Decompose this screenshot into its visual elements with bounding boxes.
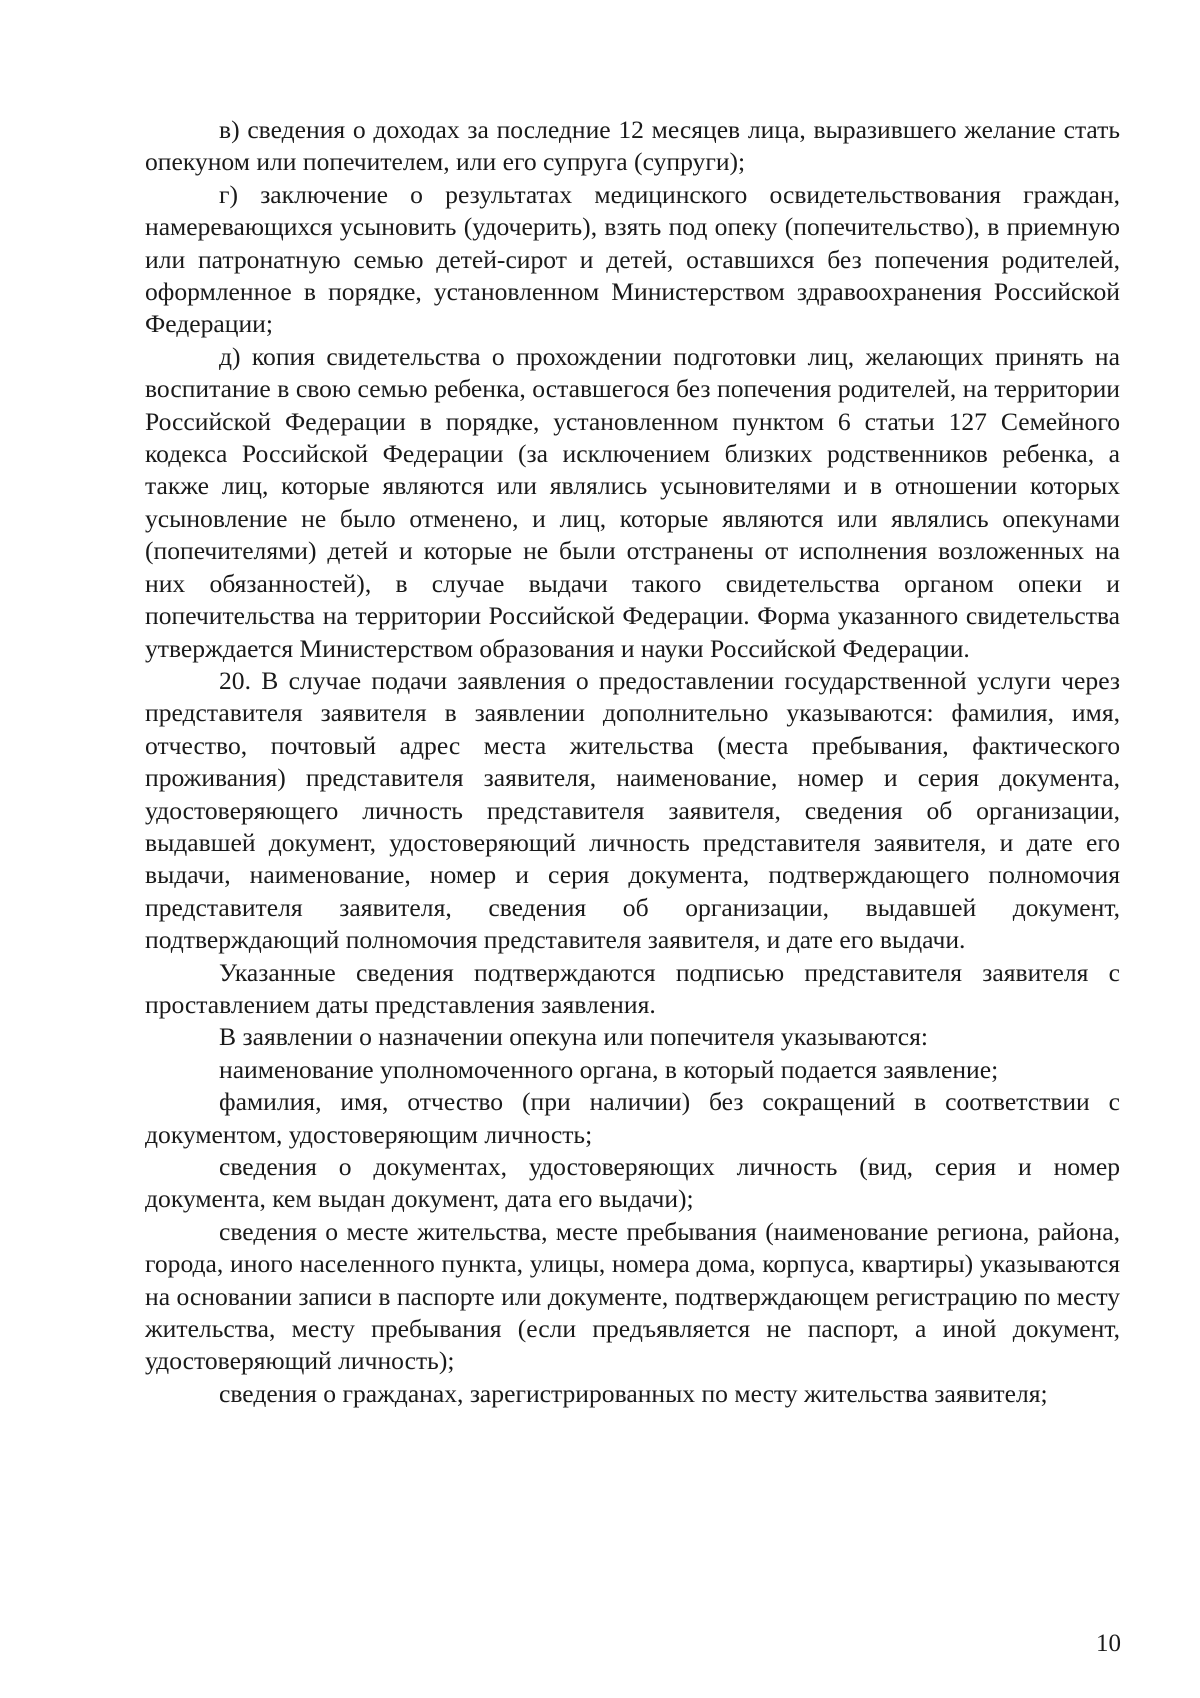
paragraph-registered-citizens: сведения о гражданах, зарегистрированных по месту жительства заявителя; xyxy=(219,1378,1048,1408)
paragraph-full-name: фамилия, имя, отчество (при наличии) без сокращений в соответствии с документом, удостоверяющим личность; xyxy=(145,1087,1120,1149)
paragraph-medical-conclusion: г) заключение о результатах медицинского освидетельствования граждан, намеревающихся усыновить (удочерить), взять под опеку (попечительство), в приемную или патронатную семью детей-сирот и детей, оставшихся без попечения родителей, оформленное в порядке, установленном Министерством здравоохранения Российской Федерации; xyxy=(145,179,1120,339)
paragraph-authority-name: наименование уполномоченного органа, в который подается заявление; xyxy=(219,1054,999,1084)
paragraph-application-contents-intro: В заявлении о назначении опекуна или попечителя указываются: xyxy=(219,1022,929,1052)
document-body xyxy=(145,114,1120,1410)
paragraph-signature-confirmation: Указанные сведения подтверждаются подписью представителя заявителя с проставлением даты представления заявления. xyxy=(145,957,1120,1019)
paragraph-place-of-residence: сведения о месте жительства, месте пребывания (наименование региона, района, города, иного населенного пункта, улицы, номера дома, корпуса, квартиры) указываются на основании записи в паспорте или документе, подтверждающем регистрацию по месту жительства, месту пребывания (если предъявляется не паспорт, а иной документ, удостоверяющий личность); xyxy=(145,1216,1120,1376)
page-number: 10 xyxy=(1096,1630,1121,1657)
paragraph-training-certificate: д) копия свидетельства о прохождении подготовки лиц, желающих принять на воспитание в свою семью ребенка, оставшегося без попечения родителей, на территории Российской Федерации в порядке, установленном пунктом 6 статьи 127 Семейного кодекса Российской Федерации (за исключением близких родственников ребенка, а также лиц, которые являются или являлись усыновителями и в отношении которых усыновление не было отменено, и лиц, которые являются или являлись опекунами (попечителями) детей и которые не были отстранены от исполнения возложенных на них обязанностей), в случае выдачи такого свидетельства органом опеки и попечительства на территории Российской Федерации. Форма указанного свидетельства утверждается Министерством образования и науки Российской Федерации. xyxy=(145,341,1120,663)
paragraph-income-info: в) сведения о доходах за последние 12 месяцев лица, выразившего желание стать опекуном или попечителем, или его супруга (супруги); xyxy=(145,115,1120,177)
paragraph-identity-documents: сведения о документах, удостоверяющих личность (вид, серия и номер документа, кем выдан документ, дата его выдачи); xyxy=(145,1152,1120,1214)
paragraph-item-20-representative: 20. В случае подачи заявления о предоставлении государственной услуги через представителя заявителя в заявлении дополнительно указываются: фамилия, имя, отчество, почтовый адрес места жительства (места пребывания, фактического проживания) представителя заявителя, наименование, номер и серия документа, удостоверяющего личность представителя заявителя, сведения об организации, выдавшей документ, удостоверяющий личность представителя заявителя, и дате его выдачи, наименование, номер и серия документа, подтверждающего полномочия представителя заявителя, сведения об организации, выдавшей документ, подтверждающий полномочия представителя заявителя, и дате его выдачи. xyxy=(145,665,1120,955)
